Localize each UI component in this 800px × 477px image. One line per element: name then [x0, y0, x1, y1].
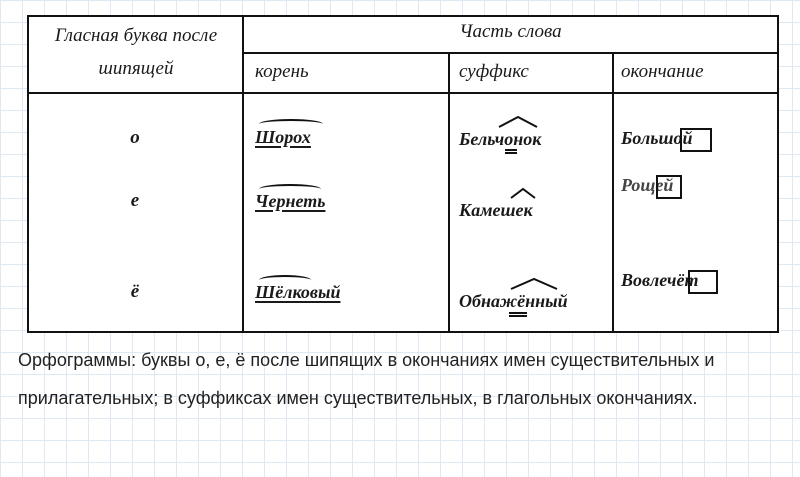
vowel-yo: ё: [130, 281, 140, 302]
root-example-shorokh: Шорох: [255, 127, 311, 147]
suffix-example-kameshek: Камешек: [459, 200, 533, 220]
subheader-root: корень: [255, 61, 309, 82]
subheader-ending: окончание: [621, 61, 704, 82]
orthogram-caption: Орфограммы: буквы о, е, ё после шипящих в окончаниях имен существительных и прилагательных; в суффиксах имен существительных, в глагольных окончаниях.: [18, 350, 715, 408]
root-example-chernet: Чернеть: [255, 191, 326, 211]
header-word-part: Часть слова: [459, 21, 562, 42]
vowel-e: е: [130, 190, 140, 211]
spelling-table: [27, 15, 779, 333]
header-vowel-after-sibilant: Гласная буква после шипящей: [54, 25, 218, 79]
ending-example-roshchey: Рощей: [621, 175, 674, 195]
ending-example-bolshoy: Большой: [621, 128, 693, 148]
vowel-o: о: [130, 127, 140, 148]
subheader-suffix: суффикс: [459, 61, 529, 82]
suffix-example-obnazhyonny: Обнажённый: [459, 291, 568, 311]
root-example-shyolkovy: Шёлковый: [255, 282, 341, 302]
ending-example-vovlechyot: Вовлечёт: [621, 270, 699, 290]
suffix-example-belchonok: Бельчонок: [459, 129, 542, 149]
